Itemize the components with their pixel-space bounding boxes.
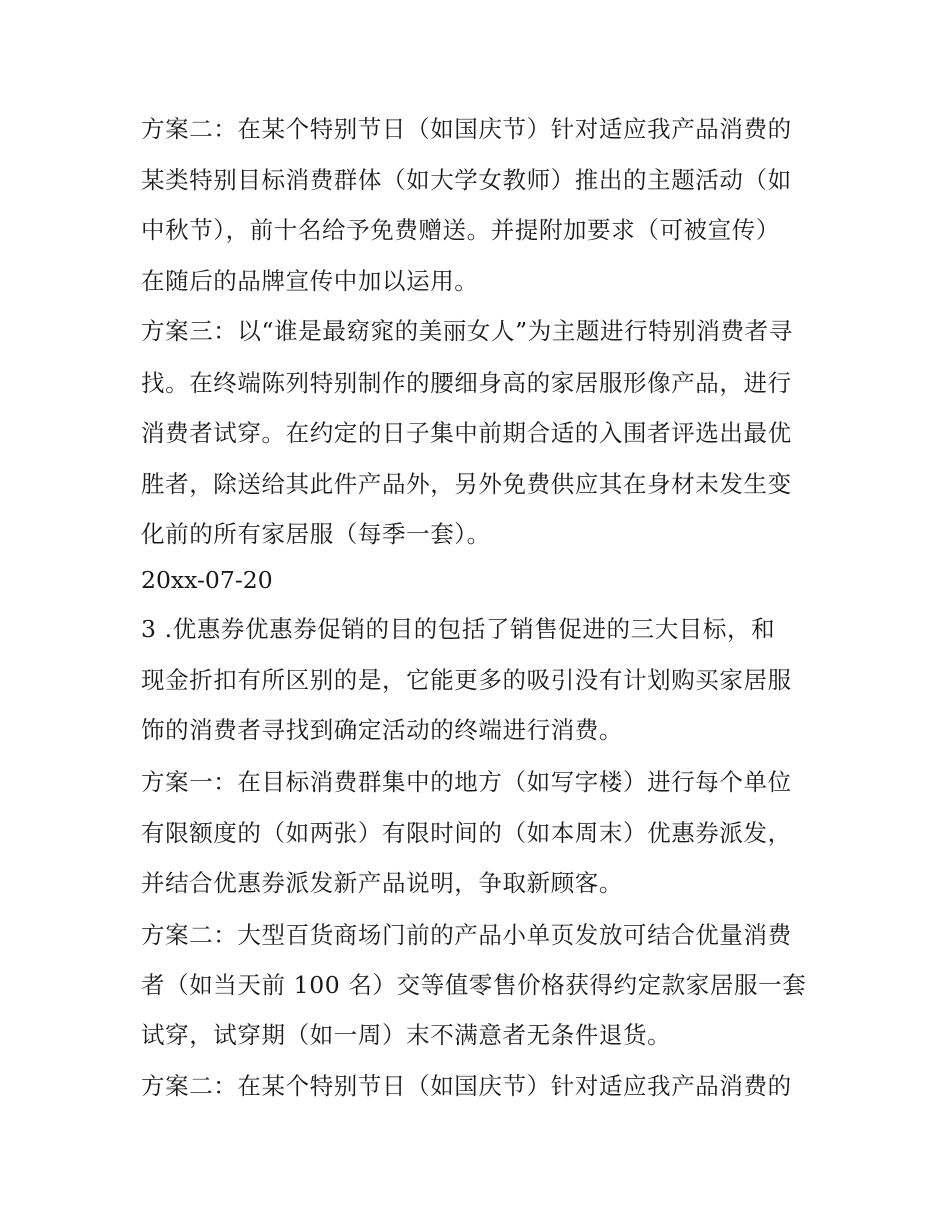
text-line: 现金折扣有所区别的是，它能更多的吸引没有计划购买家居服 (141, 666, 792, 694)
text-line: 找。在终端陈列特别制作的腰细身高的家居服形像产品，进行 (141, 369, 792, 397)
text-line: 某类特别目标消费群体（如大学女教师）推出的主题活动（如 (141, 166, 792, 194)
text-line: 消费者试穿。在约定的日子集中前期合适的入围者评选出最优 (141, 419, 792, 447)
text-line: 者（如当天前 100 名）交等值零售价格获得约定款家居服一套 (141, 971, 807, 999)
text-line: 方案二：大型百货商场门前的产品小单页发放可结合优量消费 (141, 921, 792, 949)
text-line: 中秋节），前十名给予免费赠送。并提附加要求（可被宣传） (141, 216, 780, 244)
text-line: 胜者，除送给其此件产品外，另外免费供应其在身材未发生变 (141, 470, 792, 498)
text-line: 饰的消费者寻找到确定活动的终端进行消费。 (141, 716, 623, 744)
text-line: 在随后的品牌宣传中加以运用。 (141, 267, 479, 295)
text-line: 方案二：在某个特别节日（如国庆节）针对适应我产品消费的 (141, 1072, 792, 1100)
text-line: 方案一：在目标消费群集中的地方（如写字楼）进行每个单位 (141, 768, 792, 796)
text-line: 有限额度的（如两张）有限时间的（如本周末）优惠券派发， (141, 819, 792, 847)
text-line: 方案三：以“谁是最窈窕的美丽女人”为主题进行特别消费者寻 (141, 317, 793, 345)
text-line: 方案二：在某个特别节日（如国庆节）针对适应我产品消费的 (141, 115, 792, 143)
text-line: 化前的所有家居服（每季一套）。 (141, 520, 491, 548)
date-line: 20xx-07-20 (141, 566, 273, 594)
text-line: 并结合优惠券派发新产品说明，争取新顾客。 (141, 869, 623, 897)
text-line: 3 .优惠券优惠券促销的目的包括了销售促进的三大目标，和 (141, 615, 776, 643)
text-line: 试穿，试穿期（如一周）末不满意者无条件退货。 (141, 1021, 672, 1049)
